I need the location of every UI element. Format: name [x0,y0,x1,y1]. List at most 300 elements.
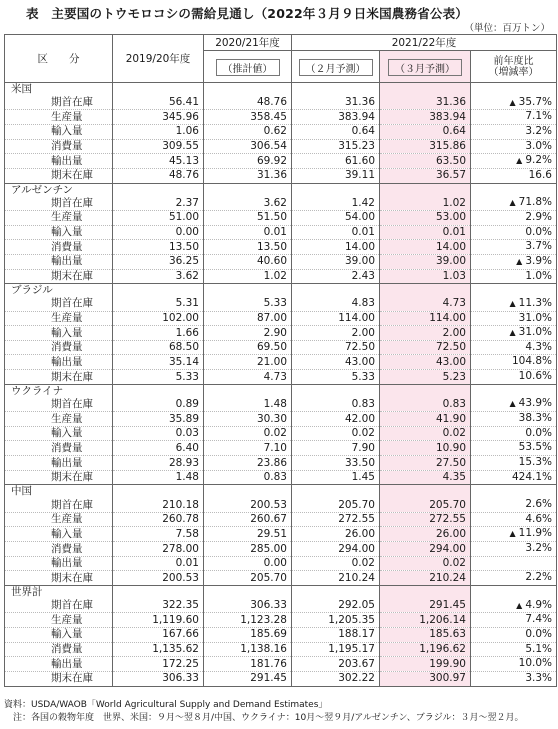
value-cell-v3: 1.42 [292,196,380,210]
table-row [5,225,557,240]
table-row [5,556,557,571]
value-cell-v4: 1.03 [380,269,471,284]
row-label: 消費量 [5,240,113,255]
value-cell-v1: 13.50 [113,240,204,255]
table-row [5,340,557,355]
empty-cell [292,384,380,397]
row-label: 輸入量 [5,426,113,441]
table-row [5,527,557,542]
row-label: 消費量 [5,139,113,154]
value-cell-v1: 7.58 [113,527,204,542]
value-cell-v3: 31.36 [292,96,380,110]
table-row [5,168,557,183]
ratio-cell [471,627,557,642]
ratio-value: 3.2% [525,542,552,554]
ratio-value: 3.7% [525,240,552,253]
ratio-value: 0.0% [525,426,552,439]
value-cell-v3: 0.83 [292,397,380,411]
value-cell-v2: 185.69 [204,627,292,642]
value-cell-v1: 322.35 [113,599,204,613]
value-cell-v4: 63.50 [380,154,471,169]
value-cell-v3: 26.00 [292,527,380,542]
ratio-value: 4.6% [525,512,552,525]
value-cell-v3: 72.50 [292,340,380,355]
value-cell-v4: 205.70 [380,498,471,512]
ratio-cell [471,498,557,512]
empty-cell [113,585,204,598]
ratio-cell [471,225,557,240]
table-row [5,311,557,326]
value-cell-v4: 0.01 [380,225,471,240]
value-cell-v1: 0.01 [113,556,204,571]
value-cell-v2: 1,123.28 [204,613,292,628]
table-row [5,571,557,586]
value-cell-v2: 205.70 [204,571,292,586]
table-row [5,269,557,284]
row-label: 期末在庫 [5,269,113,284]
row-label: 消費量 [5,542,113,557]
feb-forecast-label: （２月予測） [299,59,373,76]
value-cell-v2: 181.76 [204,657,292,672]
value-cell-v2: 7.10 [204,441,292,456]
ratio-value: 11.9% [518,527,552,540]
empty-cell [292,183,380,196]
value-cell-v1: 48.76 [113,168,204,183]
value-cell-v1: 306.33 [113,671,204,686]
decrease-triangle-icon: ▲ [509,97,516,107]
value-cell-v2: 285.00 [204,542,292,557]
value-cell-v3: 292.05 [292,599,380,613]
value-cell-v1: 278.00 [113,542,204,557]
value-cell-v3: 2.43 [292,269,380,284]
value-cell-v3: 39.11 [292,168,380,183]
ratio-label-1: 前年度比 [493,55,534,67]
row-label: 期末在庫 [5,370,113,385]
value-cell-v1: 1,135.62 [113,642,204,657]
value-cell-v4: 210.24 [380,571,471,586]
ratio-value: 4.3% [525,340,552,353]
decrease-triangle-icon: ▲ [509,399,516,409]
decrease-triangle-icon: ▲ [509,529,516,539]
header-year1: 2019/20年度 [113,35,204,83]
value-cell-v3: 4.83 [292,297,380,311]
value-cell-v1: 210.18 [113,498,204,512]
value-cell-v1: 345.96 [113,110,204,125]
row-label: 生産量 [5,311,113,326]
value-cell-v2: 13.50 [204,240,292,255]
value-cell-v4: 26.00 [380,527,471,542]
value-cell-v3: 203.67 [292,657,380,672]
value-cell-v2: 2.90 [204,326,292,341]
value-cell-v4: 291.45 [380,599,471,613]
value-cell-v1: 0.03 [113,426,204,441]
empty-cell [380,384,471,397]
value-cell-v4: 4.35 [380,470,471,485]
value-cell-v4: 27.50 [380,456,471,471]
table-row [5,671,557,686]
value-cell-v4: 185.63 [380,627,471,642]
ratio-value: 424.1% [511,470,552,483]
mar-forecast-label: （３月予測） [388,59,462,76]
value-cell-v4: 53.00 [380,210,471,225]
table-body [5,83,557,687]
row-label: 輸入量 [5,225,113,240]
value-cell-v3: 61.60 [292,154,380,169]
empty-cell [113,183,204,196]
table-row [5,542,557,557]
country-name: 米国 [5,83,113,96]
ratio-cell [471,269,557,284]
ratio-cell [471,613,557,628]
value-cell-v4: 0.64 [380,124,471,139]
row-label: 消費量 [5,441,113,456]
table-row [5,110,557,125]
header-year2-sub [204,51,292,83]
table-row [5,613,557,628]
row-label: 輸出量 [5,456,113,471]
row-label: 輸入量 [5,326,113,341]
value-cell-v4: 199.90 [380,657,471,672]
value-cell-v4: 0.83 [380,397,471,411]
value-cell-v2: 0.01 [204,225,292,240]
value-cell-v3: 0.01 [292,225,380,240]
value-cell-v3: 1,195.17 [292,642,380,657]
value-cell-v2: 51.50 [204,210,292,225]
value-cell-v2: 358.45 [204,110,292,125]
table-row [5,397,557,411]
ratio-cell [471,326,557,341]
ratio-value: 16.6 [528,168,552,181]
empty-cell [113,284,204,297]
value-cell-v2: 23.86 [204,456,292,471]
ratio-cell [471,397,557,411]
ratio-value: 35.7% [518,95,552,108]
value-cell-v1: 309.55 [113,139,204,154]
country-row [5,384,557,397]
value-cell-v2: 0.00 [204,556,292,571]
table-row [5,512,557,527]
table-header [5,35,557,83]
row-label: 生産量 [5,210,113,225]
decrease-triangle-icon: ▲ [509,328,516,338]
value-cell-v2: 30.30 [204,412,292,427]
value-cell-v1: 35.89 [113,412,204,427]
value-cell-v3: 205.70 [292,498,380,512]
season-note: 注：各国の穀物年度 世界、米国：９月～翌８月/中国、ウクライナ：10月～翌９月/アルゼンチン、ブラジル：３月～翌２月。 [4,713,524,723]
value-cell-v1: 1.48 [113,470,204,485]
empty-cell [204,384,292,397]
value-cell-v3: 0.64 [292,124,380,139]
value-cell-v1: 6.40 [113,441,204,456]
value-cell-v3: 294.00 [292,542,380,557]
country-row [5,83,557,96]
row-label: 輸入量 [5,124,113,139]
ratio-value: 2.6% [525,498,552,511]
ratio-cell [471,599,557,613]
ratio-cell [471,340,557,355]
value-cell-v4: 300.97 [380,671,471,686]
empty-cell [204,284,292,297]
ratio-cell [471,426,557,441]
value-cell-v1: 36.25 [113,254,204,269]
value-cell-v3: 0.02 [292,556,380,571]
value-cell-v3: 2.00 [292,326,380,341]
value-cell-v3: 114.00 [292,311,380,326]
row-label: 生産量 [5,110,113,125]
value-cell-v1: 5.31 [113,297,204,311]
value-cell-v4: 72.50 [380,340,471,355]
row-label: 期首在庫 [5,599,113,613]
empty-cell [292,585,380,598]
value-cell-v3: 54.00 [292,210,380,225]
empty-cell [380,585,471,598]
ratio-cell [471,355,557,370]
ratio-value: 10.6% [518,370,552,383]
value-cell-v2: 69.50 [204,340,292,355]
empty-cell [204,183,292,196]
value-cell-v2: 291.45 [204,671,292,686]
table-row [5,370,557,385]
value-cell-v2: 306.33 [204,599,292,613]
country-name: アルゼンチン [5,183,113,196]
value-cell-v1: 102.00 [113,311,204,326]
row-label: 消費量 [5,642,113,657]
ratio-value: 38.3% [518,412,552,425]
ratio-value: 7.4% [525,613,552,626]
value-cell-v2: 5.33 [204,297,292,311]
value-cell-v4: 43.00 [380,355,471,370]
header-category: 区 分 [5,35,113,83]
ratio-cell [471,671,557,686]
ratio-cell [471,154,557,169]
value-cell-v1: 2.37 [113,196,204,210]
country-row [5,183,557,196]
table-row [5,139,557,154]
empty-cell [204,485,292,498]
decrease-triangle-icon: ▲ [509,198,516,208]
empty-cell [113,485,204,498]
value-cell-v1: 0.00 [113,225,204,240]
header-ratio [471,51,557,83]
value-cell-v2: 0.62 [204,124,292,139]
ratio-value: 31.0% [518,326,552,339]
ratio-cell [471,470,557,485]
empty-cell [471,585,557,598]
row-label: 生産量 [5,613,113,628]
ratio-value: 15.3% [518,456,552,469]
ratio-cell [471,297,557,311]
value-cell-v3: 5.33 [292,370,380,385]
value-cell-v3: 42.00 [292,412,380,427]
table-row [5,96,557,110]
estimate-label: （推計値） [216,59,280,76]
value-cell-v4: 5.23 [380,370,471,385]
table-row [5,426,557,441]
row-label: 期首在庫 [5,297,113,311]
value-cell-v1: 28.93 [113,456,204,471]
decrease-triangle-icon: ▲ [516,156,523,166]
value-cell-v1: 200.53 [113,571,204,586]
value-cell-v2: 306.54 [204,139,292,154]
value-cell-v1: 35.14 [113,355,204,370]
value-cell-v4: 294.00 [380,542,471,557]
value-cell-v2: 87.00 [204,311,292,326]
table-row [5,210,557,225]
value-cell-v2: 31.36 [204,168,292,183]
table-row [5,196,557,210]
ratio-value: 5.1% [525,642,552,655]
value-cell-v2: 4.73 [204,370,292,385]
empty-cell [380,183,471,196]
row-label: 輸出量 [5,556,113,571]
value-cell-v4: 2.00 [380,326,471,341]
empty-cell [471,284,557,297]
empty-cell [113,83,204,96]
value-cell-v2: 40.60 [204,254,292,269]
row-label: 輸出量 [5,154,113,169]
ratio-value: 2.2% [525,571,552,584]
ratio-value: 3.2% [525,124,552,137]
value-cell-v1: 5.33 [113,370,204,385]
row-label: 輸出量 [5,657,113,672]
value-cell-v1: 167.66 [113,627,204,642]
row-label: 生産量 [5,512,113,527]
ratio-value: 10.0% [518,657,552,670]
table-row [5,456,557,471]
footer [4,699,524,725]
value-cell-v2: 3.62 [204,196,292,210]
value-cell-v3: 1,205.35 [292,613,380,628]
ratio-value: 7.1% [525,110,552,123]
ratio-value: 3.9% [525,254,552,267]
value-cell-v4: 14.00 [380,240,471,255]
table-row [5,154,557,169]
header-year3: 2021/22年度 [292,35,557,51]
row-label: 期首在庫 [5,498,113,512]
ratio-cell [471,210,557,225]
ratio-value: 11.3% [518,296,552,309]
value-cell-v3: 1.45 [292,470,380,485]
ratio-cell [471,571,557,586]
table-row [5,240,557,255]
country-row [5,284,557,297]
ratio-cell [471,168,557,183]
row-label: 輸入量 [5,527,113,542]
empty-cell [471,384,557,397]
ratio-cell [471,542,557,557]
ratio-cell [471,527,557,542]
value-cell-v1: 1.66 [113,326,204,341]
ratio-value: 104.8% [511,355,552,368]
ratio-value: 3.3% [525,671,552,684]
value-cell-v2: 1.48 [204,397,292,411]
ratio-cell [471,370,557,385]
unit-label: （単位：百万トン） [464,23,550,34]
empty-cell [204,585,292,598]
value-cell-v3: 210.24 [292,571,380,586]
value-cell-v1: 56.41 [113,96,204,110]
row-label: 輸出量 [5,254,113,269]
empty-cell [292,485,380,498]
ratio-cell [471,110,557,125]
source-note: 資料：USDA/WAOB「World Agricultural Supply and Demand Estimates」 [4,700,328,710]
value-cell-v2: 0.02 [204,426,292,441]
empty-cell [380,83,471,96]
country-name: 中国 [5,485,113,498]
ratio-cell [471,96,557,110]
ratio-cell [471,657,557,672]
value-cell-v4: 383.94 [380,110,471,125]
value-cell-v2: 1.02 [204,269,292,284]
country-row [5,485,557,498]
ratio-cell [471,412,557,427]
value-cell-v1: 68.50 [113,340,204,355]
value-cell-v1: 172.25 [113,657,204,672]
value-cell-v1: 1.06 [113,124,204,139]
decrease-triangle-icon: ▲ [516,256,523,266]
value-cell-v4: 315.86 [380,139,471,154]
table-row [5,412,557,427]
ratio-cell [471,512,557,527]
ratio-cell [471,196,557,210]
table-row [5,642,557,657]
table-row [5,657,557,672]
table-row [5,326,557,341]
empty-cell [292,83,380,96]
table-row [5,627,557,642]
row-label: 期首在庫 [5,196,113,210]
table-row [5,297,557,311]
supply-demand-table [4,34,557,687]
value-cell-v3: 43.00 [292,355,380,370]
table-row [5,470,557,485]
value-cell-v4: 10.90 [380,441,471,456]
ratio-value: 31.0% [518,311,552,324]
value-cell-v1: 260.78 [113,512,204,527]
value-cell-v3: 272.55 [292,512,380,527]
value-cell-v4: 4.73 [380,297,471,311]
ratio-cell [471,254,557,269]
empty-cell [292,284,380,297]
value-cell-v4: 114.00 [380,311,471,326]
country-name: ウクライナ [5,384,113,397]
ratio-label-2: （増減率） [488,66,539,78]
row-label: 期首在庫 [5,96,113,110]
value-cell-v4: 1,206.14 [380,613,471,628]
value-cell-v4: 41.90 [380,412,471,427]
table-title: 表 主要国のトウモロコシの需給見通し（2022年３月９日米国農務省公表） [26,6,468,21]
ratio-value: 0.0% [525,225,552,238]
value-cell-v4: 39.00 [380,254,471,269]
value-cell-v2: 1,138.16 [204,642,292,657]
row-label: 生産量 [5,412,113,427]
table-row [5,599,557,613]
value-cell-v3: 188.17 [292,627,380,642]
value-cell-v2: 48.76 [204,96,292,110]
row-label: 期末在庫 [5,470,113,485]
value-cell-v1: 0.89 [113,397,204,411]
header-year2: 2020/21年度 [204,35,292,51]
ratio-value: 3.0% [525,139,552,152]
value-cell-v3: 315.23 [292,139,380,154]
ratio-cell [471,556,557,571]
ratio-cell [471,456,557,471]
ratio-cell [471,642,557,657]
decrease-triangle-icon: ▲ [516,600,523,610]
value-cell-v4: 1,196.62 [380,642,471,657]
decrease-triangle-icon: ▲ [509,298,516,308]
value-cell-v1: 45.13 [113,154,204,169]
